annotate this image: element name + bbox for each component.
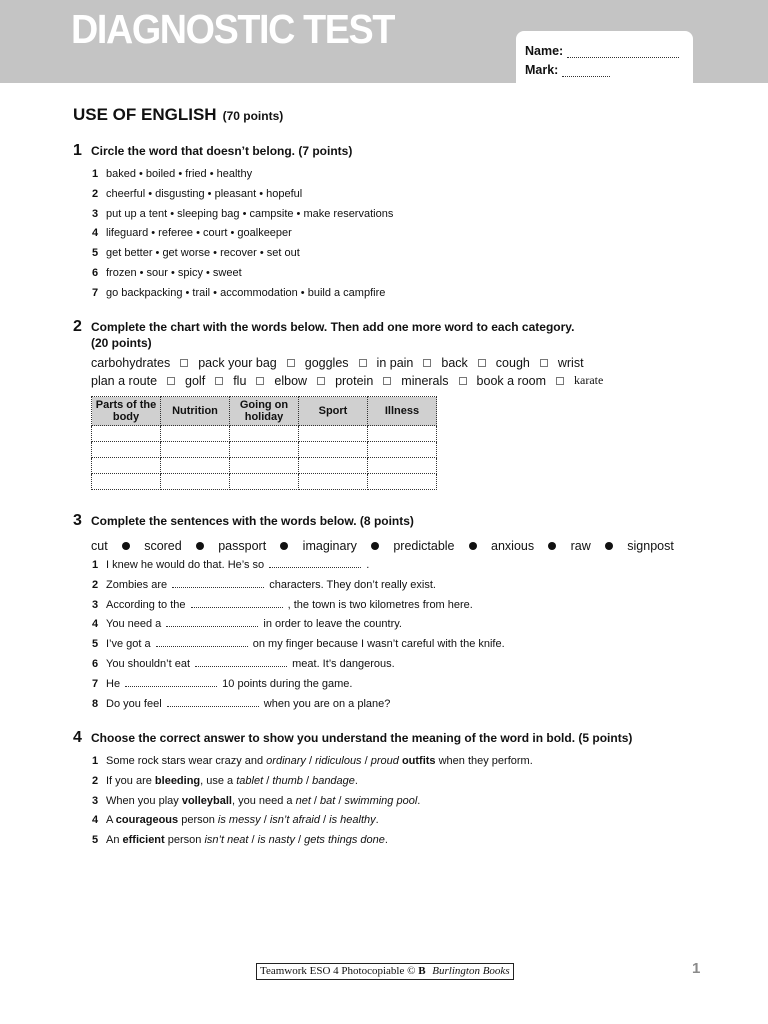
- bold-keyword: courageous: [115, 814, 179, 827]
- list-item: [92, 675, 505, 695]
- list-item: [92, 655, 505, 675]
- q3-heading: [73, 513, 414, 529]
- chart-cell[interactable]: [299, 474, 368, 490]
- q2-word-row-2: [91, 373, 603, 388]
- checkbox-separator: [556, 377, 564, 385]
- chart-row: [92, 458, 437, 474]
- bullet-separator: [196, 542, 204, 550]
- list-item: [92, 284, 393, 304]
- answer-option[interactable]: gets things done: [304, 834, 385, 847]
- item-text-before: According to the: [106, 598, 189, 611]
- list-item: [92, 576, 505, 596]
- bullet-separator: [280, 542, 288, 550]
- item-text-after: characters. They don’t really exist.: [266, 578, 436, 591]
- checkbox-separator: [478, 359, 486, 367]
- list-item: [92, 205, 393, 225]
- word-option: golf: [185, 373, 206, 388]
- item-text-before: You shouldn’t eat: [106, 657, 194, 670]
- bold-keyword: outfits: [401, 755, 436, 767]
- item-text[interactable]: put up a tent • sleeping bag • campsite • make reservations: [106, 207, 394, 220]
- answer-option[interactable]: tablet: [236, 774, 264, 787]
- chart-cell[interactable]: [368, 426, 437, 442]
- chart-column-header: Going on holiday: [230, 397, 299, 426]
- mark-field[interactable]: [562, 66, 610, 77]
- chart-cell[interactable]: [368, 458, 437, 474]
- answer-blank[interactable]: [269, 559, 361, 568]
- item-number: 4: [92, 618, 99, 631]
- list-item: [92, 635, 505, 655]
- chart-cell[interactable]: [161, 442, 230, 458]
- chart-cell[interactable]: [230, 474, 299, 490]
- checkbox-separator: [215, 377, 223, 385]
- footer-credit: [256, 963, 514, 980]
- answer-blank[interactable]: [167, 698, 259, 707]
- answer-option[interactable]: thumb: [272, 774, 303, 787]
- word-option: anxious: [491, 539, 535, 553]
- chart-cell[interactable]: [368, 442, 437, 458]
- test-title: DIAGNOSTIC TEST: [71, 6, 394, 52]
- item-number: 8: [92, 697, 99, 710]
- answer-option[interactable]: is nasty: [257, 834, 295, 847]
- bullet-separator: [469, 542, 477, 550]
- item-text: A: [106, 814, 116, 827]
- item-number: 3: [92, 207, 99, 220]
- section-points: (70 points): [222, 109, 284, 123]
- answer-option[interactable]: net: [295, 794, 311, 807]
- item-text-before: Zombies are: [106, 578, 171, 591]
- q1-list: [92, 165, 393, 304]
- bullet-separator: [605, 542, 613, 550]
- item-text-before: I knew he would do that. He’s so: [106, 559, 268, 571]
- q4-heading: [73, 730, 632, 746]
- chart-column-header: Illness: [368, 397, 437, 426]
- chart-column-header: Nutrition: [161, 397, 230, 426]
- answer-option[interactable]: bandage: [312, 774, 355, 787]
- item-number: 4: [92, 814, 99, 827]
- word-option: plan a route: [91, 373, 158, 388]
- answer-option[interactable]: bat: [320, 794, 336, 807]
- q3-instruction: Complete the sentences with the words below. (8 points): [91, 514, 414, 528]
- q4-instruction: Choose the correct answer to show you understand the meaning of the word in bold. (5 points): [91, 731, 633, 745]
- item-text-after: , the town is two kilometres from here.: [284, 598, 473, 611]
- checkbox-separator: [423, 359, 431, 367]
- item-text-after: meat. It’s dangerous.: [289, 657, 395, 670]
- item-text[interactable]: frozen • sour • spicy • sweet: [106, 266, 242, 279]
- checkbox-separator: [167, 377, 175, 385]
- item-number: 2: [92, 774, 99, 787]
- answer-blank[interactable]: [191, 599, 283, 608]
- name-field[interactable]: [567, 47, 679, 58]
- word-option: pack your bag: [198, 356, 277, 370]
- word-option: cut: [91, 539, 108, 553]
- item-number: 4: [92, 227, 99, 240]
- item-number: 2: [92, 187, 99, 200]
- q1-number: 1: [73, 142, 82, 159]
- item-number: 3: [92, 794, 99, 807]
- section-title: [73, 105, 283, 125]
- list-item: [92, 165, 393, 185]
- bullet-separator: [122, 542, 130, 550]
- answer-option[interactable]: is messy: [217, 814, 261, 827]
- answer-option[interactable]: ordinary: [266, 755, 306, 767]
- item-text: /: [260, 814, 270, 827]
- list-item: [92, 811, 533, 831]
- item-text: /: [294, 834, 305, 847]
- item-text-after: in order to leave the country.: [260, 618, 402, 631]
- answer-option[interactable]: proud: [370, 755, 399, 767]
- chart-cell[interactable]: [368, 474, 437, 490]
- item-number: 5: [92, 247, 99, 260]
- answer-option[interactable]: isn’t afraid: [269, 814, 320, 827]
- chart-row: [92, 426, 437, 442]
- checkbox-separator: [383, 377, 391, 385]
- item-text: .: [384, 834, 388, 847]
- item-text: when they perform.: [435, 755, 533, 767]
- chart-cell[interactable]: [299, 442, 368, 458]
- list-item: [92, 695, 505, 715]
- item-text[interactable]: cheerful • disgusting • pleasant • hopeful: [106, 187, 303, 200]
- item-text: /: [248, 834, 258, 847]
- list-item: [92, 752, 533, 772]
- word-option: goggles: [304, 356, 349, 370]
- item-text: .: [375, 814, 379, 827]
- item-number: 3: [92, 598, 99, 611]
- item-text: , you need a: [231, 794, 296, 807]
- item-number: 5: [92, 638, 99, 651]
- footer-text: Teamwork ESO 4 Photocopiable ©: [260, 965, 416, 977]
- q3-list: [92, 556, 505, 714]
- answer-option[interactable]: swimming pool: [344, 794, 418, 807]
- item-text: /: [361, 755, 371, 767]
- word-option: back: [441, 356, 468, 370]
- chart-header-row: [92, 397, 437, 426]
- item-text: When you play: [106, 794, 182, 807]
- bullet-separator: [548, 542, 556, 550]
- item-text: .: [354, 774, 358, 787]
- item-text[interactable]: baked • boiled • fried • healthy: [106, 168, 253, 180]
- answer-blank[interactable]: [195, 658, 287, 667]
- category-chart: [91, 396, 437, 490]
- chart-cell[interactable]: [92, 426, 161, 442]
- word-option: karate: [574, 373, 604, 387]
- list-item: [92, 244, 393, 264]
- item-text: person: [178, 814, 218, 827]
- answer-option[interactable]: isn’t neat: [204, 834, 249, 847]
- page-number: 1: [692, 960, 701, 977]
- chart-column-header: Parts of the body: [92, 397, 161, 426]
- answer-blank[interactable]: [166, 618, 258, 627]
- item-text-before: Do you feel: [106, 697, 165, 710]
- item-number: 1: [92, 559, 99, 571]
- bullet-separator: [371, 542, 379, 550]
- q3-word-row: [91, 539, 674, 553]
- word-option: predictable: [393, 539, 455, 553]
- item-text-after: on my finger because I wasn’t careful with the knife.: [249, 638, 505, 651]
- item-number: 1: [92, 168, 99, 180]
- chart-cell[interactable]: [230, 458, 299, 474]
- chart-cell[interactable]: [161, 426, 230, 442]
- item-number: 1: [92, 755, 99, 767]
- item-text: /: [310, 794, 321, 807]
- answer-option[interactable]: is healthy: [329, 814, 376, 827]
- answer-option[interactable]: ridiculous: [315, 755, 362, 767]
- list-item: [92, 264, 393, 284]
- section-title-text: USE OF ENGLISH: [73, 105, 217, 124]
- word-option: flu: [233, 373, 247, 388]
- chart-cell[interactable]: [230, 442, 299, 458]
- item-text: /: [305, 755, 316, 767]
- checkbox-separator: [540, 359, 548, 367]
- item-text: person: [164, 834, 205, 847]
- item-number: 7: [92, 677, 99, 690]
- chart-row: [92, 442, 437, 458]
- list-item: [92, 185, 393, 205]
- list-item: [92, 596, 505, 616]
- chart-row: [92, 474, 437, 490]
- checkbox-separator: [180, 359, 188, 367]
- item-number: 2: [92, 578, 99, 591]
- item-text-before: You need a: [106, 618, 165, 631]
- word-option: scored: [144, 539, 182, 553]
- word-option: carbohydrates: [91, 356, 171, 370]
- item-text[interactable]: get better • get worse • recover • set out: [106, 247, 300, 260]
- list-item: [92, 556, 505, 576]
- q2-word-row-1: [91, 356, 584, 370]
- q2-points: (20 points): [91, 336, 152, 350]
- chart-column-header: Sport: [299, 397, 368, 426]
- list-item: [92, 792, 533, 812]
- chart-cell[interactable]: [161, 474, 230, 490]
- mark-label: Mark:: [525, 63, 559, 77]
- chart-cell[interactable]: [161, 458, 230, 474]
- q1-heading: [73, 143, 352, 159]
- list-item: [92, 772, 533, 792]
- word-option: passport: [218, 539, 267, 553]
- bold-keyword: bleeding: [154, 774, 201, 787]
- checkbox-separator: [287, 359, 295, 367]
- item-text-before: He: [106, 677, 124, 690]
- item-number: 7: [92, 286, 99, 299]
- word-option: in pain: [376, 356, 414, 370]
- word-option: signpost: [627, 539, 674, 553]
- word-option: cough: [495, 356, 530, 370]
- word-option: elbow: [274, 373, 308, 388]
- chart-cell[interactable]: [92, 458, 161, 474]
- answer-blank[interactable]: [125, 678, 217, 687]
- item-text[interactable]: lifeguard • referee • court • goalkeeper: [106, 227, 292, 240]
- item-text: Some rock stars wear crazy and: [106, 755, 267, 767]
- chart-cell[interactable]: [299, 458, 368, 474]
- answer-blank[interactable]: [172, 579, 264, 588]
- q2-number: 2: [73, 318, 82, 335]
- item-text-before: I’ve got a: [106, 638, 154, 651]
- mark-row: [525, 63, 610, 77]
- item-number: 6: [92, 657, 99, 670]
- item-text: .: [417, 794, 421, 807]
- chart-cell[interactable]: [230, 426, 299, 442]
- list-item: [92, 615, 505, 635]
- item-number: 6: [92, 266, 99, 279]
- chart-cell[interactable]: [92, 442, 161, 458]
- checkbox-separator: [256, 377, 264, 385]
- bold-keyword: volleyball: [181, 794, 232, 807]
- answer-blank[interactable]: [156, 638, 248, 647]
- word-option: wrist: [557, 356, 584, 370]
- item-text-after: 10 points during the game.: [219, 677, 353, 690]
- q4-list: [92, 752, 533, 851]
- q2-heading: [73, 319, 574, 351]
- q1-instruction: Circle the word that doesn’t belong. (7 points): [91, 144, 353, 158]
- word-option: protein: [335, 373, 374, 388]
- item-text-after: .: [363, 559, 370, 571]
- list-item: [92, 831, 533, 851]
- item-text: /: [302, 774, 313, 787]
- name-row: [525, 44, 679, 58]
- checkbox-separator: [459, 377, 467, 385]
- item-text: /: [320, 814, 330, 827]
- item-text: , use a: [200, 774, 237, 787]
- bold-keyword: efficient: [122, 834, 165, 847]
- item-text: /: [263, 774, 273, 787]
- q2-instruction: Complete the chart with the words below. Then add one more word to each category.: [91, 320, 575, 334]
- item-text: If you are: [106, 774, 155, 787]
- name-label: Name:: [525, 44, 564, 58]
- word-option: book a room: [476, 373, 547, 388]
- q3-number: 3: [73, 512, 82, 529]
- chart-cell[interactable]: [299, 426, 368, 442]
- item-text[interactable]: go backpacking • trail • accommodation • build a campfire: [106, 286, 386, 299]
- checkbox-separator: [317, 377, 325, 385]
- item-text: An: [106, 834, 123, 847]
- word-option: imaginary: [302, 539, 357, 553]
- publisher-logo-icon: B: [418, 965, 426, 977]
- item-text-after: when you are on a plane?: [260, 697, 391, 710]
- item-text: /: [335, 794, 345, 807]
- item-number: 5: [92, 834, 99, 847]
- word-option: minerals: [401, 373, 449, 388]
- name-mark-box: [516, 31, 693, 84]
- chart-cell[interactable]: [92, 474, 161, 490]
- checkbox-separator: [359, 359, 367, 367]
- publisher-name: Burlington Books: [432, 965, 510, 977]
- list-item: [92, 224, 393, 244]
- q4-number: 4: [73, 729, 82, 746]
- word-option: raw: [570, 539, 591, 553]
